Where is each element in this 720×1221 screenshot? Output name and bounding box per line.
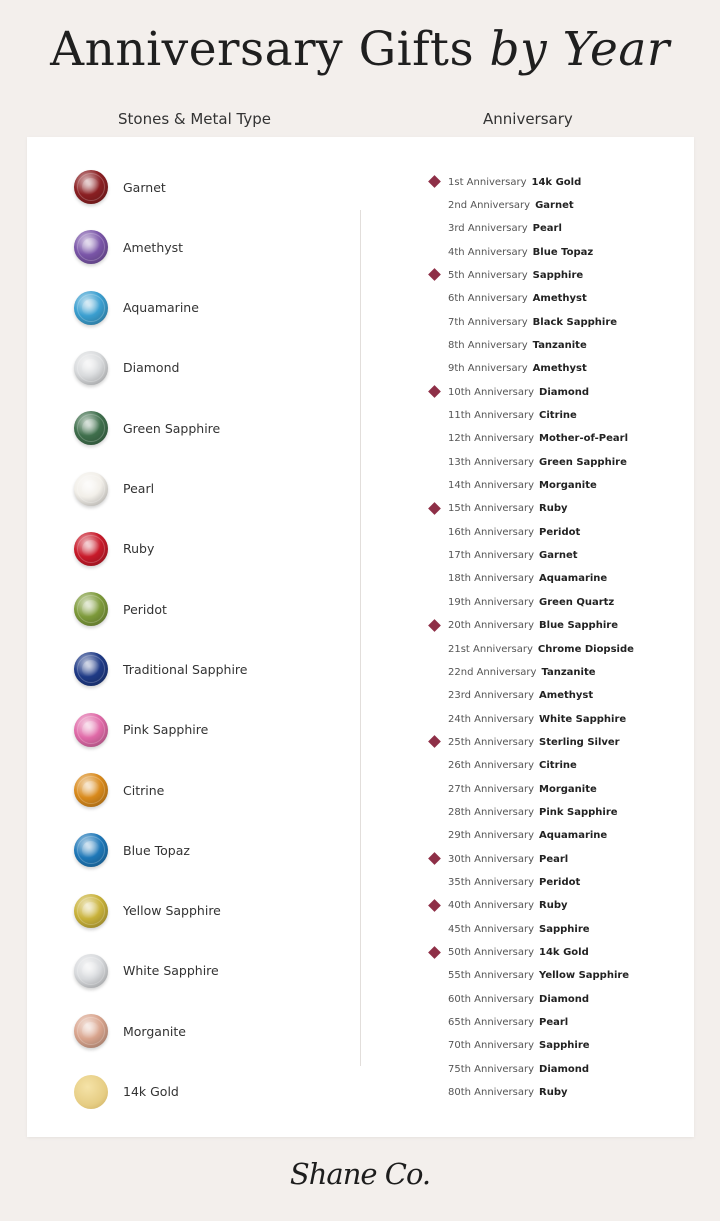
stone-label: Green Sapphire (123, 420, 221, 436)
stone-label: Pearl (123, 481, 155, 496)
anniversary-year: 16th Anniversary (448, 526, 535, 538)
milestone-diamond-icon (428, 269, 441, 282)
stone-label: Ruby (123, 541, 155, 557)
anniversary-year: 60th Anniversary (448, 993, 535, 1005)
anniversary-gift: Citrine (539, 760, 577, 772)
brand-logo: Shane Co. (289, 1157, 431, 1191)
anniversary-row (427, 548, 687, 564)
anniversary-row (427, 828, 687, 844)
anniversary-row (427, 291, 687, 307)
anniversary-gift: Blue Topaz (532, 246, 594, 258)
gold-coin-icon (74, 1075, 108, 1109)
anniversary-year: 80th Anniversary (448, 1087, 535, 1099)
anniversary-row (427, 851, 687, 867)
anniversary-year: 30th Anniversary (448, 853, 535, 865)
anniversary-row (427, 501, 687, 517)
milestone-diamond-icon (428, 175, 441, 188)
anniversary-gift: Diamond (539, 993, 590, 1005)
anniversary-gift: Chrome Diopside (537, 643, 634, 655)
anniversary-year: 22nd Anniversary (448, 666, 537, 678)
anniversary-row (427, 337, 687, 353)
anniversary-gift: Citrine (539, 410, 577, 421)
anniversary-year: 19th Anniversary (448, 596, 535, 608)
anniversary-row (427, 1085, 687, 1101)
stone-row (74, 348, 354, 388)
anniversary-year: 75th Anniversary (448, 1063, 535, 1075)
blue-topaz-icon (74, 833, 108, 867)
aquamarine-icon (74, 291, 108, 325)
anniversary-row (427, 618, 687, 634)
anniversary-year: 27th Anniversary (448, 783, 535, 795)
milestone-diamond-icon (428, 736, 441, 749)
stone-label: Amethyst (123, 239, 184, 255)
anniversary-year: 35th Anniversary (448, 877, 535, 888)
anniversary-row (427, 174, 687, 190)
anniversary-gift: 14k Gold (539, 947, 589, 959)
anniversary-year: 5th Anniversary (448, 269, 528, 281)
anniversary-gift: Aquamarine (539, 573, 608, 585)
anniversary-gift: Yellow Sapphire (539, 970, 630, 982)
anniversary-year: 29th Anniversary (448, 830, 535, 842)
anniversary-row (427, 478, 687, 494)
diamond-icon (74, 351, 108, 385)
stone-row (74, 408, 354, 448)
anniversary-year: 70th Anniversary (448, 1040, 535, 1052)
anniversary-year: 25th Anniversary (448, 736, 535, 748)
anniversary-gift: Aquamarine (539, 830, 608, 842)
anniversary-year: 50th Anniversary (448, 947, 535, 959)
stone-row (74, 589, 354, 629)
anniversary-row (427, 1015, 687, 1031)
anniversary-year: 10th Anniversary (448, 386, 535, 398)
anniversary-gift: Sterling Silver (539, 736, 620, 748)
anniversary-row (427, 1061, 687, 1077)
yellow-sapphire-icon (74, 894, 108, 928)
stone-row (74, 469, 354, 509)
anniversary-gift: Diamond (539, 386, 590, 398)
anniversary-row (427, 524, 687, 540)
amethyst-icon (74, 230, 108, 264)
anniversary-row (427, 921, 687, 937)
anniversary-row (427, 594, 687, 610)
anniversary-year: 8th Anniversary (448, 339, 528, 351)
ruby-icon (74, 532, 108, 566)
milestone-diamond-icon (428, 502, 441, 515)
anniversary-row (427, 781, 687, 797)
anniversary-column-heading: Anniversary (483, 110, 573, 128)
anniversary-row (427, 197, 687, 213)
anniversary-gift: Black Sapphire (532, 316, 618, 328)
anniversary-year: 9th Anniversary (448, 363, 528, 375)
anniversary-year: 7th Anniversary (448, 316, 528, 328)
stone-label: Morganite (123, 1023, 186, 1039)
anniversary-year: 24th Anniversary (448, 713, 535, 725)
anniversary-year: 20th Anniversary (448, 620, 535, 632)
anniversary-gift: Tanzanite (541, 666, 596, 678)
anniversary-year: 21st Anniversary (448, 643, 533, 655)
stone-row (74, 770, 354, 810)
anniversary-year: 4th Anniversary (448, 246, 528, 258)
traditional-sapphire-icon (74, 652, 108, 686)
anniversary-gift: Diamond (539, 1063, 590, 1075)
anniversary-row (427, 711, 687, 727)
anniversary-gift: Sapphire (539, 923, 590, 935)
anniversary-row (427, 804, 687, 820)
anniversary-year: 23rd Anniversary (448, 690, 535, 702)
title-main: Anniversary Gifts (50, 22, 490, 77)
stone-row (74, 1011, 354, 1051)
stone-label: Pink Sapphire (123, 722, 209, 738)
anniversary-row (427, 898, 687, 914)
anniversary-row (427, 384, 687, 400)
anniversary-row (427, 968, 687, 984)
anniversary-row (427, 641, 687, 657)
anniversary-year: 28th Anniversary (448, 806, 535, 818)
anniversary-gift: Garnet (539, 550, 578, 562)
white-sapphire-icon (74, 954, 108, 988)
anniversary-row (427, 1038, 687, 1054)
anniversary-year: 26th Anniversary (448, 760, 535, 772)
anniversary-gift: Ruby (539, 900, 568, 912)
stone-label: Citrine (123, 782, 165, 798)
stone-label: Aquamarine (123, 300, 199, 316)
anniversary-gift: Blue Sapphire (539, 620, 618, 632)
anniversary-row (427, 454, 687, 470)
anniversary-gift: Ruby (539, 503, 568, 515)
stone-row (74, 649, 354, 689)
anniversary-gift: Sapphire (539, 1040, 590, 1052)
anniversary-row (427, 431, 687, 447)
stone-label: White Sapphire (123, 963, 219, 979)
anniversary-row (427, 664, 687, 680)
anniversary-row (427, 875, 687, 891)
anniversary-gift: Amethyst (539, 690, 594, 702)
stone-row (74, 1072, 354, 1112)
anniversary-gift: Amethyst (532, 363, 587, 375)
anniversary-row (427, 221, 687, 237)
anniversary-year: 17th Anniversary (448, 550, 535, 562)
stone-row (74, 288, 354, 328)
stone-label: Peridot (123, 601, 167, 617)
anniversary-year: 13th Anniversary (448, 456, 535, 468)
anniversary-gift: Green Sapphire (539, 456, 627, 468)
stone-row (74, 227, 354, 267)
citrine-icon (74, 773, 108, 807)
anniversary-year: 14th Anniversary (448, 480, 535, 492)
stone-label: Diamond (123, 360, 180, 376)
stone-row (74, 891, 354, 931)
anniversary-gift: Morganite (539, 480, 597, 492)
anniversary-year: 15th Anniversary (448, 503, 535, 515)
peridot-icon (74, 592, 108, 626)
milestone-diamond-icon (428, 899, 441, 912)
anniversary-row (427, 734, 687, 750)
anniversary-row (427, 361, 687, 377)
anniversary-gift: Pearl (539, 1017, 569, 1029)
anniversary-row (427, 688, 687, 704)
anniversary-gift: Sapphire (532, 269, 584, 281)
anniversary-row (427, 244, 687, 260)
anniversary-year: 6th Anniversary (448, 293, 528, 305)
anniversary-gift: Ruby (539, 1087, 568, 1099)
stone-label: Garnet (123, 179, 166, 195)
anniversary-row (427, 314, 687, 330)
stone-row (74, 830, 354, 870)
anniversary-year: 45th Anniversary (448, 923, 535, 935)
green-sapphire-icon (74, 411, 108, 445)
anniversary-gift: Tanzanite (532, 339, 587, 351)
anniversary-gift: Peridot (539, 877, 581, 888)
pink-sapphire-icon (74, 713, 108, 747)
anniversary-gift: Green Quartz (539, 596, 615, 608)
milestone-diamond-icon (428, 385, 441, 398)
garnet-icon (74, 170, 108, 204)
stones-column-heading: Stones & Metal Type (118, 110, 271, 128)
anniversary-gift: White Sapphire (539, 713, 627, 725)
stone-label: Yellow Sapphire (123, 903, 221, 919)
stone-row (74, 710, 354, 750)
morganite-icon (74, 1014, 108, 1048)
gift-chart-card (27, 137, 694, 1137)
stone-label: Blue Topaz (123, 842, 190, 858)
anniversary-year: 1st Anniversary (448, 176, 527, 188)
stone-label: Traditional Sapphire (123, 661, 248, 677)
milestone-diamond-icon (428, 852, 441, 865)
milestone-diamond-icon (428, 619, 441, 632)
stone-row (74, 167, 354, 207)
anniversary-row (427, 408, 687, 424)
anniversary-gift: Pearl (539, 853, 569, 865)
milestone-diamond-icon (428, 946, 441, 959)
anniversary-year: 2nd Anniversary (448, 199, 531, 211)
anniversary-gift: Pink Sapphire (539, 806, 618, 818)
anniversary-year: 3rd Anniversary (448, 223, 528, 235)
pearl-icon (74, 472, 108, 506)
stone-row (74, 529, 354, 569)
anniversary-gift: Peridot (539, 526, 581, 538)
anniversary-gift: Mother-of-Pearl (539, 433, 629, 445)
anniversary-row (427, 571, 687, 587)
anniversary-gift: Morganite (539, 783, 597, 795)
anniversary-row (427, 267, 687, 283)
anniversary-year: 40th Anniversary (448, 900, 535, 912)
stone-row (74, 951, 354, 991)
anniversary-row (427, 758, 687, 774)
anniversary-year: 12th Anniversary (448, 433, 535, 445)
anniversary-year: 65th Anniversary (448, 1017, 535, 1029)
anniversary-row (427, 991, 687, 1007)
column-divider (360, 210, 361, 1066)
anniversary-year: 11th Anniversary (448, 410, 535, 421)
anniversary-gift: Amethyst (532, 293, 587, 305)
anniversary-gift: 14k Gold (531, 176, 582, 188)
anniversary-year: 55th Anniversary (448, 970, 535, 982)
anniversary-row (427, 945, 687, 961)
page-title (0, 22, 720, 77)
title-italic: by Year (489, 22, 670, 77)
anniversary-gift: Pearl (532, 223, 562, 235)
stone-label: 14k Gold (123, 1084, 179, 1099)
anniversary-year: 18th Anniversary (448, 573, 535, 585)
anniversary-gift: Garnet (535, 199, 574, 211)
